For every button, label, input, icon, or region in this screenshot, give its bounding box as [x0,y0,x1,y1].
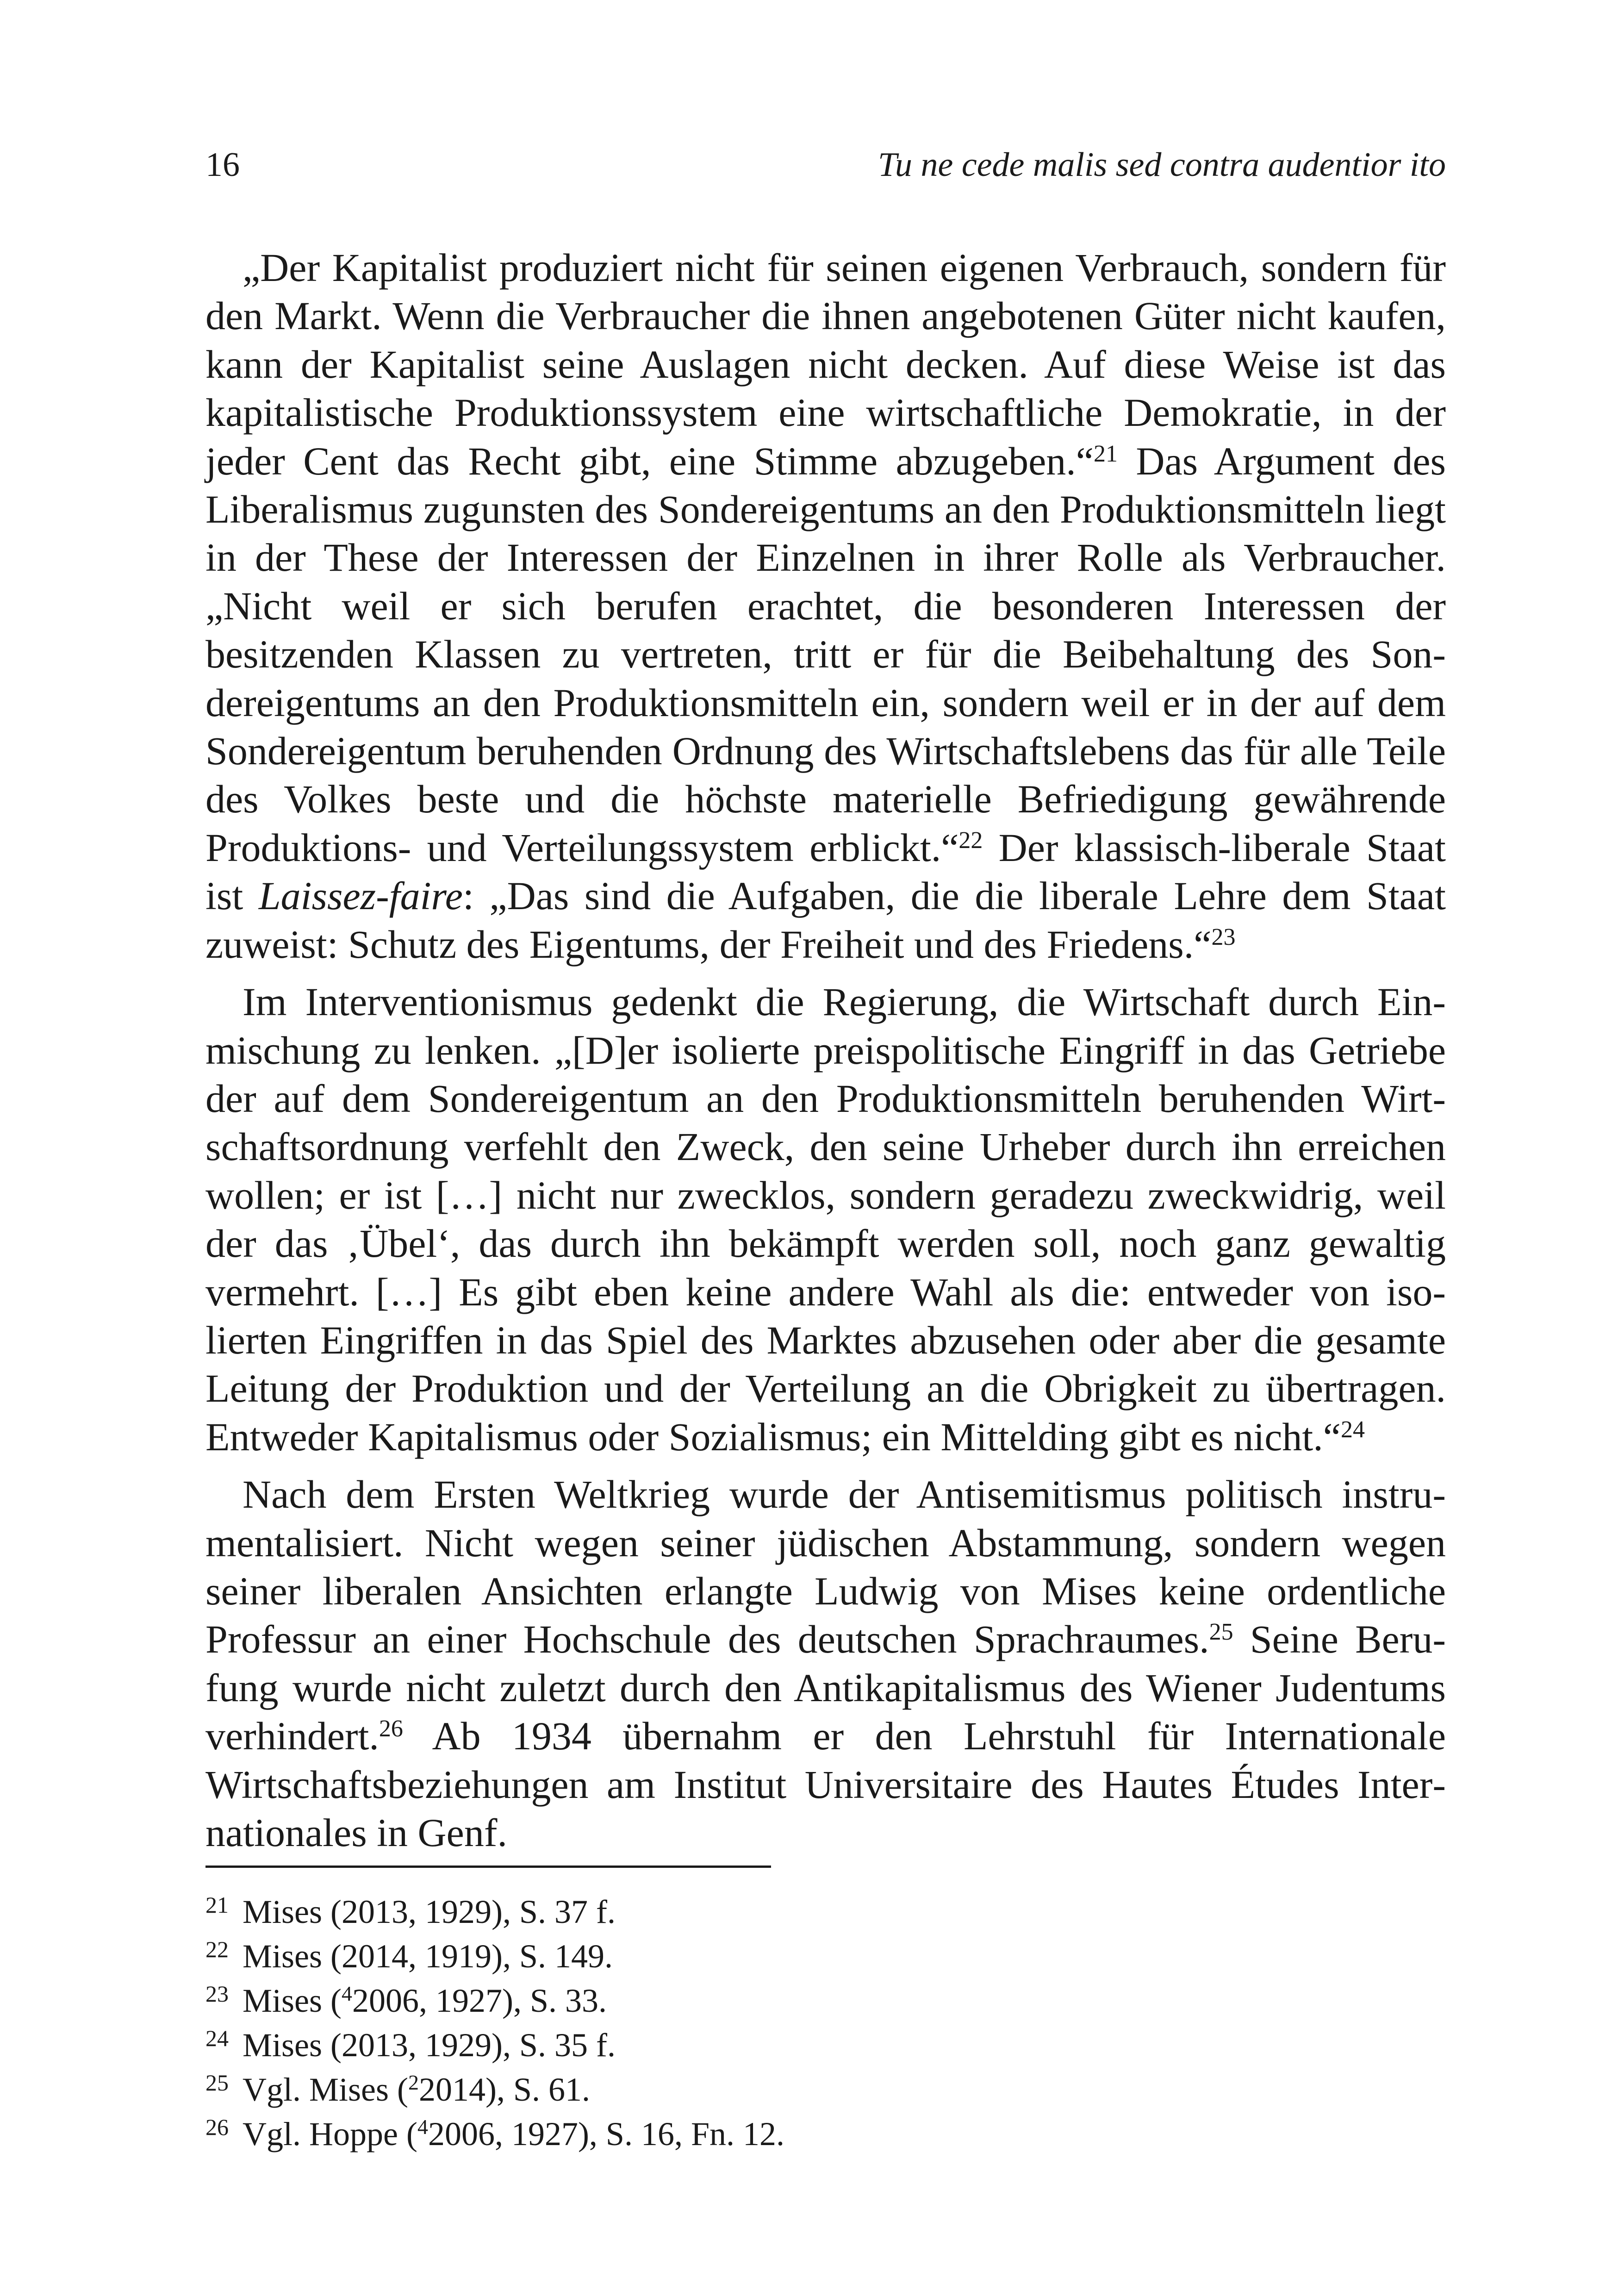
footnote-separator [205,1866,771,1868]
footnote-text: Mises ( [243,1982,342,2019]
text-segment: Das Argument des Liberalismus zugunsten des Sondereigentums an den Produktionsmitteln liegt in der These der Interessen der Einzelnen in ihrer Rolle als Verbraucher. „Nicht weil er sich berufen erachtet, die besonderen Interessen der besitzenden Klassen zu vertreten, tritt er für die Beibehaltung des Sondereigentums an den Produktionsmitteln ein, sondern weil er in der auf dem Sondereigentum beruhenden Ordnung des Wirtschaftslebens das für alle Teile des Volkes beste und die höchste materielle Befriedigung gewährende Produktions- und Verteilungssystem erblickt.“ [205,438,1446,870]
text-segment: Nach dem Ersten Weltkrieg wurde der Antisemitismus politisch instrumentalisiert. Nicht wegen seiner jüdischen Abstammung, sondern wegen seiner liberalen Ansichten erlangte Ludwig von Mises keine ordentliche Professur an einer Hochschule des deutschen Sprachraumes. [205,1472,1446,1662]
paragraph-2 [205,978,1446,1461]
footnote: 23 Mises ($^4$2006, 1927), S. 33. [205,1981,607,2019]
edition-superscript: 4 [417,2115,428,2139]
footnote-reference: 23 [1211,923,1236,950]
footnote-reference: 24 [1340,1416,1365,1443]
footnote-text: Vgl. Hoppe ( [243,2115,417,2152]
footnote-reference: 25 [1209,1619,1233,1646]
page-header [205,137,1446,193]
footnote: 21 Mises (2013, 1929), S. 37 f. [205,1892,616,1930]
edition-superscript: 2 [408,2071,419,2094]
footnote-text: 2014), S. 61. [419,2071,591,2108]
text-segment: Ab 1934 übernahm er den Lehrstuhl für Internationale Wirtschaftsbeziehungen am Institut Universitaire des Hautes Études Internationales in Genf. [205,1714,1446,1855]
footnote: 22 Mises (2014, 1919), S. 149. [205,1936,613,1975]
footnotes [205,1890,1446,2156]
footnote: 24 Mises (2013, 1929), S. 35 f. [205,2025,616,2064]
footnote-reference: 22 [958,827,983,854]
text-segment: Seine Berufung wurde nicht zuletzt durch den Antikapitalismus des Wiener Judentums verhindert. [205,1617,1446,1759]
footnote-text: 2006, 1927), S. 33. [352,1982,607,2019]
running-title: Tu ne cede malis sed contra audentior ito [877,146,1446,184]
footnote-text: Vgl. Mises ( [243,2071,408,2108]
footnote-text: Mises (2013, 1929), S. 37 f. [243,1893,616,1930]
paragraph-3 [205,1470,1446,1857]
footnote-text: Mises (2013, 1929), S. 35 f. [243,2027,616,2064]
edition-superscript: 4 [342,1982,352,2005]
footnote-text: Mises (2014, 1919), S. 149. [243,1938,613,1975]
body-text [205,243,1446,1857]
text-segment: Im Interventionismus gedenkt die Regierung, die Wirtschaft durch Einmischung zu lenken. „[D]er isolierte preispolitische Eingriff in das Getriebe der auf dem Sondereigentum an den Produktionsmitteln beruhenden Wirtschaftsordnung verfehlt den Zweck, den seine Urheber durch ihn erreichen wollen; er ist […] nicht nur zwecklos, sondern geradezu zweckwidrig, weil der das ‚Übel‘, das durch ihn bekämpft werden soll, noch ganz gewaltig vermehrt. […] Es gibt eben keine andere Wahl als die: entweder von isolierten Eingriffen in das Spiel des Marktes abzusehen oder aber die gesamte Leitung der Produktion und der Verteilung an die Obrigkeit zu übertragen. Entweder Kapitalismus oder Sozialismus; ein Mittelding gibt es nicht.“ [205,980,1446,1459]
text-segment: Der klassisch-liberale Staat ist [205,825,1446,918]
footnote-reference: 26 [379,1716,403,1742]
footnote-reference: 21 [1093,440,1118,467]
footnote: 26 Vgl. Hoppe ($^4$2006, 1927), S. 16, Fn. 12. [205,2114,784,2152]
text-segment: „Der Kapitalist produziert nicht für seinen eigenen Verbrauch, sondern für den Markt. Wenn die Verbraucher die ihnen angebotenen Güter nicht kaufen, kann der Kapitalist seine Auslagen nicht decken. Auf diese Weise ist das kapitalistische Produktionssystem eine wirtschaftliche Demokratie, in der jeder Cent das Recht gibt, eine Stimme abzugeben.“ [205,245,1446,483]
footnote-text: 2006, 1927), S. 16, Fn. 12. [428,2115,784,2152]
footnote: 25 Vgl. Mises ($^2$2014), S. 61. [205,2070,591,2108]
text-segment: : „Das sind die Aufgaben, die die liberale Lehre dem Staat zuweist: Schutz des Eigentums, der Freiheit und des Friedens.“ [205,873,1446,967]
page-number: 16 [205,146,240,184]
paragraph-1 [205,243,1446,968]
italic-term: Laissez-faire [258,873,463,918]
